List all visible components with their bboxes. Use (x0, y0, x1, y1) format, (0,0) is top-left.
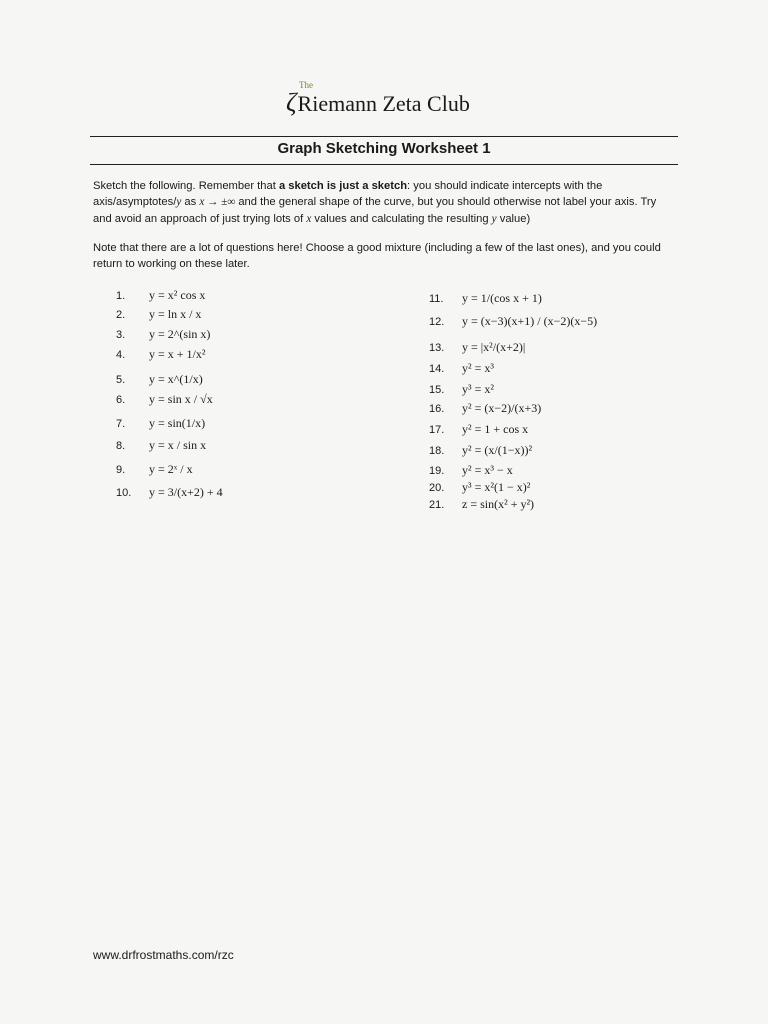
question-item (429, 382, 494, 397)
question-equation: y = sin x / √x (149, 392, 213, 406)
question-item (429, 314, 597, 329)
question-item (116, 307, 201, 322)
question-equation: y = x^(1/x) (149, 372, 203, 386)
question-number: 4. (116, 348, 126, 361)
question-item (429, 463, 513, 478)
question-equation: y = x² cos x (149, 288, 206, 302)
question-number: 9. (116, 463, 126, 476)
question-item (429, 443, 532, 458)
title-top-rule (90, 136, 678, 137)
intro-text: : you should indicate intercepts with the axis/asymptotes/ (93, 180, 603, 209)
question-number: 19. (429, 464, 445, 477)
footer-url[interactable]: www.drfrostmaths.com/rzc (93, 948, 234, 962)
question-equation: y = 2ˣ / x (149, 462, 193, 476)
intro-math: y (176, 196, 182, 209)
question-equation: y = 3/(x+2) + 4 (149, 485, 223, 499)
question-item (429, 480, 530, 495)
note-paragraph: Note that there are a lot of questions here! Choose a good mixture (including a few of the last ones), and you could return to working on these later. (93, 242, 661, 271)
question-number: 7. (116, 417, 126, 430)
question-item (429, 361, 494, 376)
logo-name: Riemann Zeta Club (297, 91, 470, 116)
page-title: Graph Sketching Worksheet 1 (277, 140, 491, 157)
question-number: 15. (429, 383, 445, 396)
intro-math: y (491, 212, 497, 225)
question-item (116, 392, 213, 407)
question-number: 18. (429, 444, 445, 457)
question-equation: y³ = x² (462, 382, 494, 396)
question-equation: y³ = x²(1 − x)² (462, 480, 531, 494)
intro-text: value) (496, 212, 531, 225)
question-equation: y = x + 1/x² (149, 347, 206, 361)
question-item (116, 416, 205, 431)
question-number: 20. (429, 481, 445, 494)
question-number: 13. (429, 341, 445, 354)
intro-emphasis: a sketch is just a sketch (278, 180, 408, 192)
question-number: 5. (116, 373, 126, 386)
intro-text: Sketch the following. Remember that (93, 180, 279, 192)
question-equation: y² = (x/(1−x))² (462, 443, 533, 457)
logo (286, 80, 470, 118)
question-item (429, 340, 525, 355)
intro-text: as (181, 196, 200, 209)
question-equation: y = sin(1/x) (149, 416, 206, 430)
question-item (429, 497, 534, 512)
question-item (116, 327, 210, 342)
question-number: 10. (116, 486, 132, 499)
question-item (116, 485, 223, 500)
question-item (116, 438, 206, 453)
intro-math: x (306, 212, 312, 225)
question-number: 8. (116, 439, 126, 452)
question-equation: y = (x−3)(x+1) / (x−2)(x−5) (462, 314, 598, 328)
title-bottom-rule (90, 164, 678, 165)
question-item (429, 401, 541, 416)
question-equation: y² = x³ (462, 361, 494, 375)
question-number: 6. (116, 393, 126, 406)
question-equation: y = ln x / x (149, 307, 202, 321)
question-item (116, 347, 205, 362)
question-number: 21. (429, 498, 445, 511)
question-item (116, 288, 205, 303)
intro-text: and the general shape of the curve, but you should otherwise not label your axis. Try and avoid an approach of just trying lots of (93, 196, 657, 225)
question-number: 16. (429, 402, 445, 415)
question-number: 11. (429, 292, 444, 305)
zeta-logo-icon: ζ (286, 88, 297, 117)
question-equation: y² = 1 + cos x (462, 422, 529, 436)
question-number: 1. (116, 289, 126, 302)
question-item (429, 291, 542, 306)
question-number: 3. (116, 328, 126, 341)
question-item (429, 422, 528, 437)
question-number: 17. (429, 423, 445, 436)
question-equation: y = x / sin x (149, 438, 207, 452)
intro-text: values and calculating the resulting (311, 212, 492, 225)
question-item (116, 462, 193, 477)
intro-math: x → ±∞ (199, 196, 236, 209)
question-number: 14. (429, 362, 445, 375)
question-item (116, 372, 203, 387)
question-equation: y = |x²/(x+2)| (462, 340, 526, 354)
question-equation: y² = (x−2)/(x+3) (462, 401, 542, 415)
question-number: 12. (429, 315, 445, 328)
logo-the: The (299, 80, 313, 90)
question-equation: y = 1/(cos x + 1) (462, 291, 542, 305)
question-number: 2. (116, 308, 126, 321)
question-equation: y² = x³ − x (462, 463, 513, 477)
intro-paragraph (93, 178, 673, 227)
question-equation: z = sin(x² + y²) (462, 497, 535, 511)
question-equation: y = 2^(sin x) (149, 327, 211, 341)
